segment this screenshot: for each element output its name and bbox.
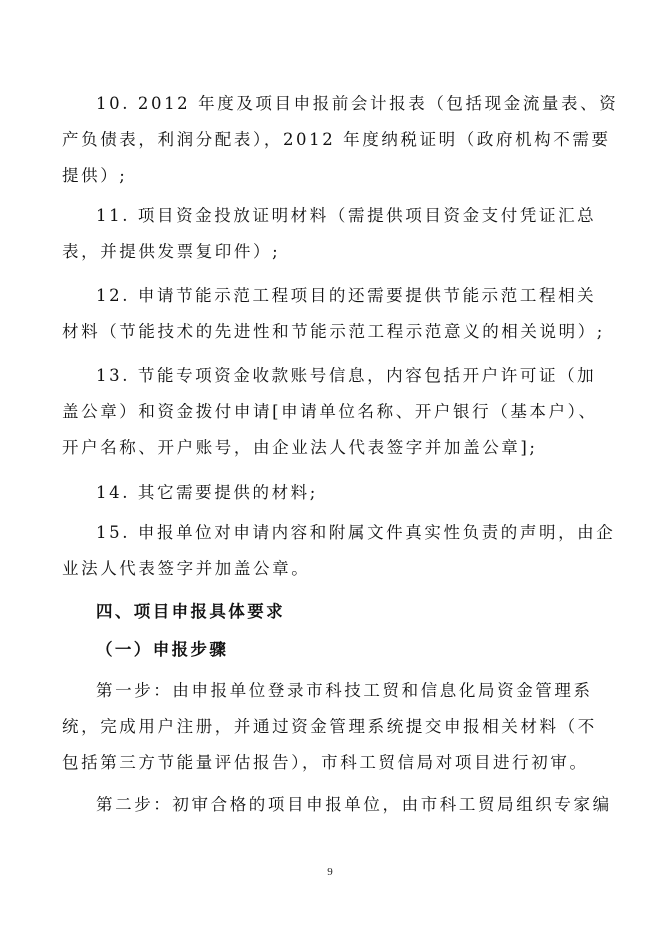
text-line: 15. 申报单位对申请内容和附属文件真实性负责的声明，由企 [96, 523, 616, 542]
subsection-heading [62, 632, 600, 668]
text-line: 13. 节能专项资金收款账号信息，内容包括开户许可证（加 [96, 366, 597, 385]
text-line: 业法人代表签字并加盖公章。 [62, 559, 311, 578]
text-line: 12. 申请节能示范工程项目的还需要提供节能示范工程相关 [96, 286, 597, 305]
list-item-10 [62, 86, 619, 194]
text-line: 提供）; [62, 166, 128, 185]
list-item-14 [62, 475, 600, 511]
text-line: 10. 2012 年度及项目申报前会计报表（包括现金流量表、资 [96, 94, 619, 113]
list-item-13 [62, 358, 600, 466]
subsection-heading-text: （一）申报步骤 [96, 640, 229, 659]
text-line: 产负债表，利润分配表），2012 年度纳税证明（政府机构不需要 [62, 130, 611, 149]
section-heading [62, 594, 600, 630]
text-line: 材料（节能技术的先进性和节能示范工程示范意义的相关说明）; [62, 322, 605, 341]
step-2-paragraph [62, 787, 612, 823]
text-line: 第一步：由申报单位登录市科技工贸和信息化局资金管理系 [96, 681, 593, 700]
step-1-paragraph [62, 673, 600, 781]
text-line: 11. 项目资金投放证明材料（需提供项目资金支付凭证汇总 [96, 206, 597, 225]
text-line: 14. 其它需要提供的材料; [96, 483, 318, 502]
section-heading-text: 四、项目申报具体要求 [96, 602, 285, 621]
text-line: 开户名称、开户账号，由企业法人代表签字并加盖公章]; [62, 438, 538, 457]
list-item-15 [62, 515, 616, 587]
text-line: 表，并提供发票复印件）; [62, 242, 281, 261]
text-line: 第二步：初审合格的项目申报单位，由市科工贸局组织专家编 [96, 795, 612, 814]
list-item-12 [62, 278, 605, 350]
page-number: 9 [327, 866, 333, 878]
text-line: 盖公章）和资金拨付申请[申请单位名称、开户银行（基本户）、 [62, 402, 598, 421]
text-line: 包括第三方节能量评估报告），市科工贸信局对项目进行初审。 [62, 753, 589, 772]
list-item-11 [62, 198, 600, 270]
text-line: 统，完成用户注册，并通过资金管理系统提交申报相关材料（不 [62, 717, 597, 736]
